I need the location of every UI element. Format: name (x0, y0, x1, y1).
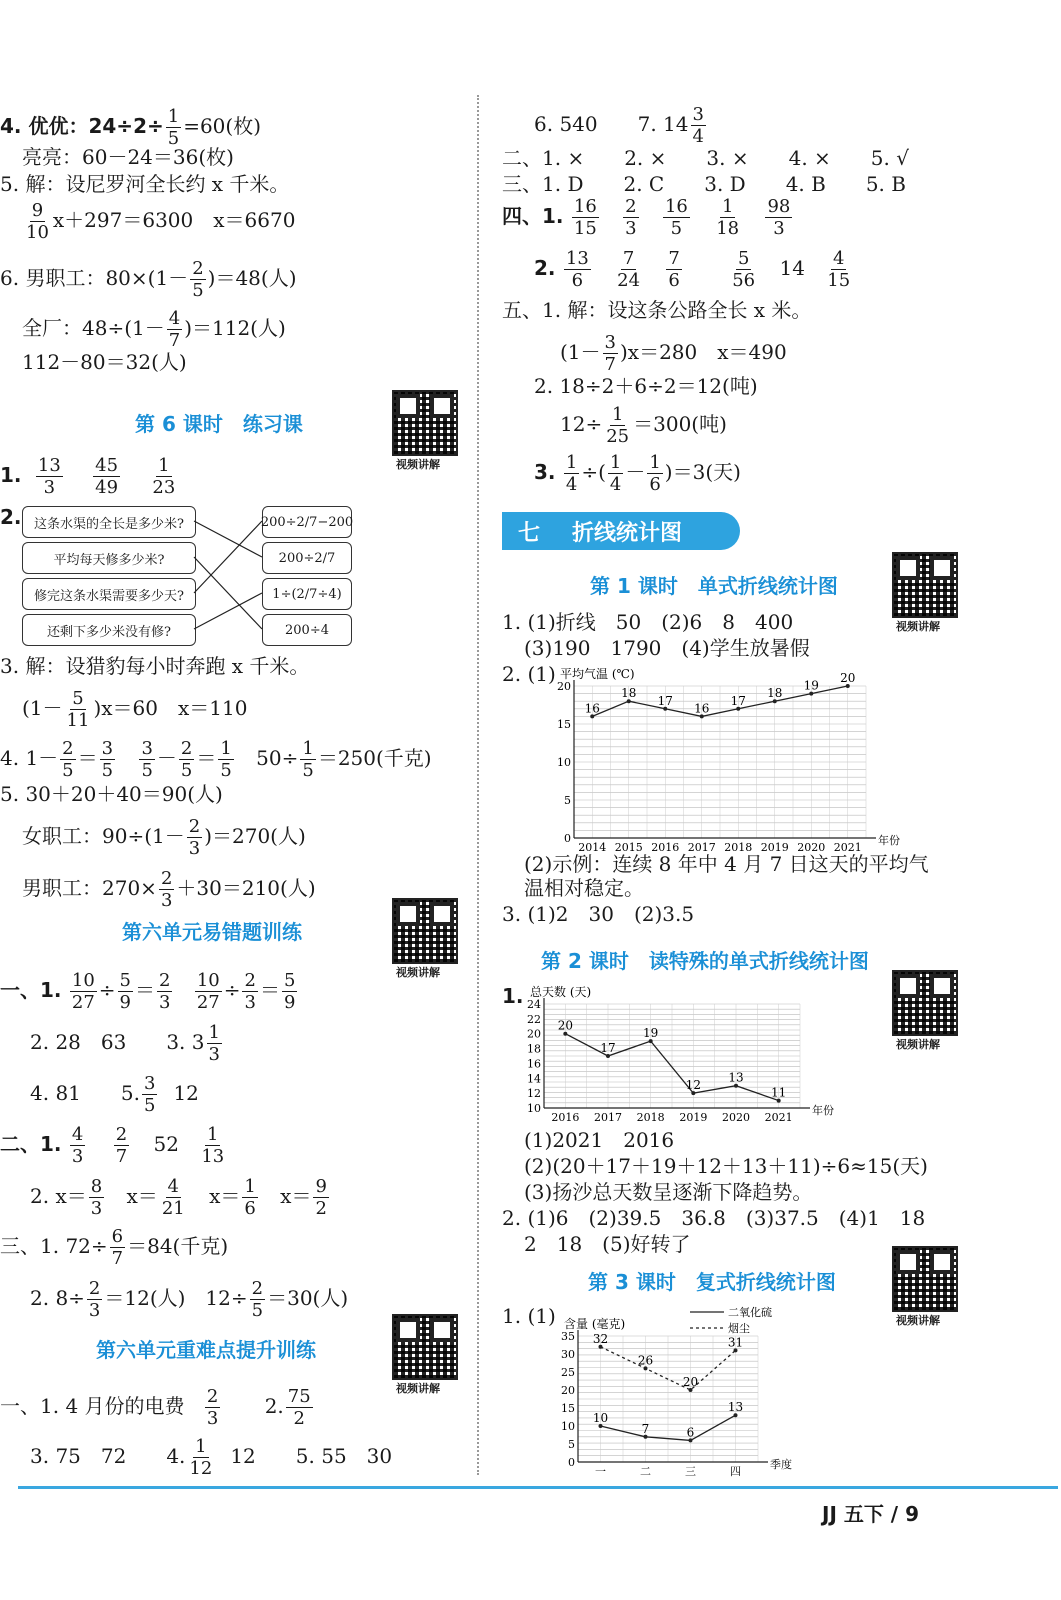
answer-5b: $\frac{9}{10}$ x＋297＝6300 x＝6670 (26, 200, 296, 243)
r-line-9: 12÷ $\frac{1}{25}$ ＝300(吨) (560, 404, 727, 447)
qr-code-icon[interactable] (392, 390, 458, 456)
y-tick-label: 20 (527, 1027, 541, 1041)
t1c: (3)扬沙总天数呈逐渐下降趋势。 (524, 1180, 813, 1204)
y-tick-label: 5 (568, 1438, 575, 1451)
qr-label: 视频讲解 (896, 1038, 940, 1051)
x-tick-label: 二 (640, 1465, 651, 1478)
t2a: 2. (1)6 (2)39.5 36.8 (3)37.5 (4)1 18 (502, 1206, 926, 1230)
qr-label: 视频讲解 (896, 1314, 940, 1327)
y-tick-label: 0 (568, 1456, 575, 1469)
qr-code-icon[interactable] (392, 1314, 458, 1380)
lesson-3-title: 第 3 课时 复式折线统计图 (588, 1270, 836, 1294)
data-label: 17 (600, 1041, 616, 1055)
practice-3b: (1－ $\frac{5}{11}$ )x＝60 x＝110 (22, 688, 248, 731)
s2-note: (2)示例：连续 8 年中 4 月 7 日这天的平均气 (524, 852, 929, 876)
x-axis-label: 年份 (878, 834, 900, 847)
x-tick-label: 2017 (594, 1111, 622, 1124)
r-line-1: 6. 540 7. 14 $\frac{3}{4}$ (534, 104, 704, 147)
y-tick-label: 20 (561, 1384, 575, 1397)
s2: 2. (1) (502, 662, 556, 686)
answer-6b: 全厂：48÷(1－ $\frac{4}{7}$ )＝112(人) (22, 308, 286, 351)
data-label: 20 (557, 1018, 573, 1033)
practice-3: 3. 解：设猎豹每小时奔跑 x 千米。 (0, 654, 310, 678)
data-label: 20 (840, 671, 856, 685)
qr-code-icon[interactable] (392, 898, 458, 964)
chart-pollution (554, 1300, 792, 1478)
error-6: 三、1. 72÷ $\frac{6}{7}$ ＝84(千克) (0, 1226, 229, 1269)
answer-6c: 112－80＝32(人) (22, 350, 187, 374)
key-training-title: 第六单元重难点提升训练 (96, 1338, 316, 1362)
qr-label: 视频讲解 (896, 620, 940, 633)
match-right-3: 1÷(2/7÷4) (262, 578, 352, 610)
y-tick-label: 15 (561, 1402, 575, 1415)
y-tick-label: 16 (527, 1057, 541, 1071)
data-label: 13 (727, 1400, 744, 1415)
error-1: 一、1. $\frac{10}{27}$ ÷ $\frac{5}{9}$ ＝ $\frac{2}{3}$ $\frac{10}{27}$ ÷ $\frac{2}{3}$ ＝ $\frac{5}{9}$ (0, 970, 296, 1013)
data-label: 7 (641, 1421, 650, 1436)
r-line-7: (1－ $\frac{3}{7}$ )x＝280 x＝490 (560, 332, 787, 375)
s2-note2: 温相对稳定。 (524, 876, 644, 900)
unit-7-banner: 七 折线统计图 (502, 512, 740, 550)
data-label: 6 (686, 1425, 695, 1440)
y-axis-label: 总天数 (天) (530, 985, 592, 999)
data-label: 16 (694, 701, 710, 716)
qr-code-icon[interactable] (892, 552, 958, 618)
y-tick-label: 10 (561, 1420, 575, 1433)
y-tick-label: 10 (557, 756, 571, 769)
x-tick-label: 2018 (724, 841, 753, 854)
data-label: 32 (592, 1331, 609, 1346)
data-label: 11 (771, 1085, 787, 1100)
match-left-1: 这条水渠的全长是多少米? (22, 506, 196, 538)
y-tick-label: 24 (527, 998, 541, 1011)
y-tick-label: 25 (561, 1366, 575, 1379)
r-line-4: 四、1. $\frac{16}{15}$ $\frac{2}{3}$ $\frac{16}{5}$ $\frac{1}{18}$ $\frac{98}{3}$ (502, 196, 791, 239)
chart-sandstorm (518, 984, 834, 1128)
x-tick-label: 2019 (679, 1111, 708, 1124)
data-label: 19 (643, 1026, 659, 1041)
y-tick-label: 15 (557, 718, 571, 731)
data-label: 17 (730, 693, 746, 708)
error-7: 2. 8÷ $\frac{2}{3}$ ＝12(人) 12÷ $\frac{2}{5}$ ＝30(人) (30, 1278, 349, 1321)
data-label: 31 (727, 1335, 744, 1350)
y-tick-label: 30 (561, 1348, 575, 1361)
error-2: 2. 28 63 3. 3 $\frac{1}{3}$ (30, 1022, 220, 1065)
x-tick-label: 一 (595, 1465, 606, 1478)
u1: 1. (1) (502, 1304, 556, 1328)
x-tick-label: 2015 (614, 841, 643, 854)
t2b: 2 18 (5)好转了 (524, 1232, 691, 1256)
x-tick-label: 2021 (833, 841, 862, 854)
fraction: $\frac{1}{5}$ (167, 106, 180, 149)
practice-1: 1. $\frac{13}{3}$ $\frac{45}{49}$ $\frac{1}{23}$ (0, 455, 176, 498)
match-left-2: 平均每天修多少米? (22, 542, 196, 574)
data-label: 16 (584, 701, 600, 716)
match-lines (194, 506, 262, 646)
data-label: 26 (637, 1353, 654, 1368)
y-tick-label: 14 (527, 1072, 541, 1086)
match-right-2: 200÷2/7 (262, 542, 352, 574)
y-tick-label: 0 (564, 832, 571, 845)
column-divider (477, 95, 479, 1475)
legend-label: 烟尘 (728, 1322, 750, 1335)
r-line-6: 五、1. 解：设这条公路全长 x 米。 (502, 298, 812, 322)
x-tick-label: 2018 (636, 1111, 665, 1124)
x-tick-label: 2017 (687, 841, 716, 854)
r-line-10: 3. $\frac{1}{4}$ ÷( $\frac{1}{4}$ － $\frac{1}{6}$ )＝3(天) (534, 452, 741, 495)
match-left-3: 修完这条水渠需要多少天? (22, 578, 196, 610)
y-tick-label: 18 (527, 1042, 541, 1056)
error-3: 4. 81 5. $\frac{3}{5}$ 12 (30, 1073, 199, 1116)
error-training-title: 第六单元易错题训练 (122, 920, 302, 944)
practice-5b: 女职工：90÷(1－ $\frac{2}{3}$ )＝270(人) (22, 816, 306, 859)
r-line-8: 2. 18÷2＋6÷2＝12(吨) (534, 374, 758, 398)
key-1: 一、1. 4 月份的电费 $\frac{2}{3}$ 2. $\frac{75}{2}$ (0, 1386, 311, 1429)
answer-5: 5. 解：设尼罗河全长约 x 千米。 (0, 172, 290, 196)
x-tick-label: 2016 (651, 841, 680, 854)
x-tick-label: 2020 (797, 841, 826, 854)
error-5: 2. x＝ $\frac{8}{3}$ x＝ $\frac{4}{21}$ x＝ $\frac{1}{6}$ x＝ $\frac{9}{2}$ (30, 1176, 327, 1219)
practice-5: 5. 30＋20＋40＝90(人) (0, 782, 223, 806)
s3: 3. (1)2 30 (2)3.5 (502, 902, 695, 926)
data-label: 18 (767, 686, 783, 701)
qr-label: 视频讲解 (396, 966, 440, 979)
x-axis-label: 年份 (812, 1104, 834, 1117)
lesson-1-title: 第 1 课时 单式折线统计图 (590, 574, 838, 598)
s1b: (3)190 1790 (4)学生放暑假 (524, 636, 810, 660)
t1a: (1)2021 2016 (524, 1128, 675, 1152)
match-right-4: 200÷4 (262, 614, 352, 646)
x-tick-label: 2021 (764, 1111, 793, 1124)
qr-code-icon[interactable] (892, 970, 958, 1036)
data-label: 19 (803, 678, 819, 693)
y-tick-label: 10 (527, 1102, 541, 1115)
chart-temperature (540, 662, 900, 852)
answer-6: 6. 男职工：80×(1－ $\frac{2}{5}$ )＝48(人) (0, 258, 297, 301)
x-tick-label: 2016 (551, 1111, 580, 1124)
t1b: (2)(20＋17＋19＋12＋13＋11)÷6≈15(天) (524, 1154, 928, 1178)
answer-4: 4. 优优：24÷2÷ $\frac{1}{5}$ =60(枚) (0, 106, 262, 149)
x-tick-label: 三 (685, 1465, 696, 1478)
qr-code-icon[interactable] (892, 1246, 958, 1312)
error-4: 二、1. $\frac{4}{3}$ $\frac{2}{7}$ 52 $\frac{1}{13}$ (0, 1124, 225, 1167)
r-line-3: 三、1. D 2. C 3. D 4. B 5. B (502, 172, 906, 196)
s1a: 1. (1)折线 50 (2)6 8 400 (502, 610, 794, 634)
r-line-5: 2. $\frac{13}{6}$ $\frac{7}{24}$ $\frac{7}{6}$ $\frac{5}{56}$ 14 $\frac{4}{15}$ (534, 248, 851, 291)
qr-label: 视频讲解 (396, 458, 440, 471)
data-label: 12 (685, 1078, 701, 1093)
match-left-4: 还剩下多少米没有修? (22, 614, 196, 646)
x-tick-label: 2020 (722, 1111, 750, 1124)
lesson-2-title: 第 2 课时 读特殊的单式折线统计图 (541, 949, 869, 973)
practice-5c: 男职工：270× $\frac{2}{3}$ ＋30＝210(人) (22, 868, 316, 911)
lesson-6-title: 第 6 课时 练习课 (135, 412, 303, 436)
x-axis-label: 季度 (770, 1458, 792, 1471)
x-tick-label: 2014 (578, 841, 607, 854)
x-tick-label: 2019 (760, 841, 789, 854)
t1-label: 1. (502, 984, 524, 1008)
page-footer: JJ 五下 / 9 (822, 1502, 919, 1526)
y-axis-label: 平均气温 (℃) (560, 667, 635, 681)
practice-2-label: 2. (0, 505, 22, 529)
data-label: 18 (621, 686, 637, 701)
r-line-2: 二、1. × 2. × 3. × 4. × 5. √ (502, 146, 909, 170)
practice-4: 4. 1－ $\frac{2}{5}$ ＝ $\frac{3}{5}$ $\frac{3}{5}$ － $\frac{2}{5}$ ＝ $\frac{1}{5}$ 50÷ $\frac{1}{5}$ ＝250(千克) (0, 738, 432, 781)
y-tick-label: 22 (527, 1012, 541, 1026)
y-tick-label: 20 (557, 680, 571, 693)
y-tick-label: 5 (564, 794, 571, 807)
answer-4b: 亮亮：60－24＝36(枚) (22, 145, 234, 169)
data-label: 17 (657, 693, 673, 708)
qr-label: 视频讲解 (396, 1382, 440, 1395)
data-label: 20 (682, 1375, 699, 1389)
key-2: 3. 75 72 4. $\frac{1}{12}$ 12 5. 55 30 (30, 1436, 393, 1479)
data-label: 13 (728, 1070, 744, 1085)
x-tick-label: 四 (730, 1465, 741, 1478)
footer-rule (18, 1486, 1058, 1489)
data-label: 10 (592, 1411, 609, 1425)
y-axis-label: 含量 (毫克) (564, 1317, 626, 1331)
y-tick-label: 12 (527, 1087, 541, 1101)
match-right-1: 200÷2/7−200 (262, 506, 352, 538)
y-tick-label: 35 (561, 1330, 575, 1343)
legend-label: 二氧化硫 (728, 1306, 772, 1319)
